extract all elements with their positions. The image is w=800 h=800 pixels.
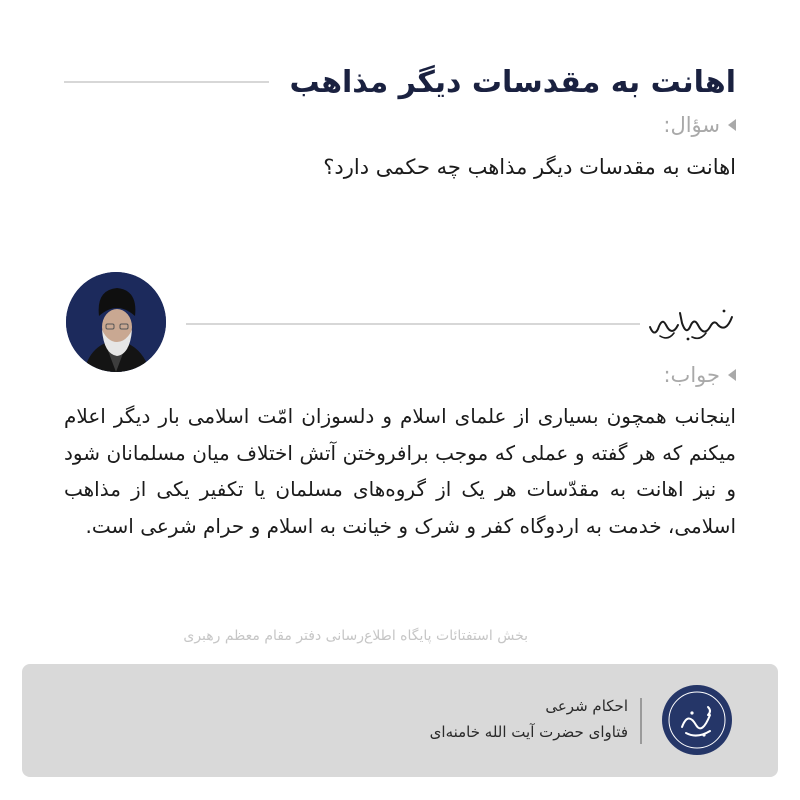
footer-banner — [22, 664, 778, 777]
answer-label-text: جواب: — [663, 363, 720, 387]
maaref-logo — [662, 685, 732, 755]
title-divider — [64, 81, 269, 83]
section-divider — [186, 323, 640, 325]
triangle-bullet-icon — [728, 119, 736, 131]
footer-line-2: فتاوای حضرت آیت الله خامنه‌ای — [429, 723, 628, 741]
title-row — [64, 60, 736, 104]
maaref-logo-icon — [662, 685, 732, 755]
triangle-bullet-icon — [728, 369, 736, 381]
footer-line-1: احکام شرعی — [545, 697, 628, 715]
portrait-icon — [66, 272, 166, 372]
answer-label — [663, 363, 736, 387]
question-label — [663, 113, 736, 137]
footer-text — [430, 694, 628, 744]
source-caption: بخش استفتائات پایگاه اطلاع‌رسانی دفتر مقام معظم رهبری — [183, 628, 528, 644]
question-label-text: سؤال: — [663, 113, 720, 137]
question-text: اهانت به مقدسات دیگر مذاهب چه حکمی دارد؟ — [323, 155, 736, 179]
portrait-avatar — [66, 272, 166, 372]
page-title: اهانت به مقدسات دیگر مذاهب — [289, 64, 736, 100]
footer-divider — [640, 698, 642, 744]
answer-text: اینجانب همچون بسیاری از علمای اسلام و دلسوزان امّت اسلامی بار دیگر اعلام میکنم که هر گفته و عملی که موجب برافروختن آتش اختلاف میان مسلمانان شود و نیز اهانت به مقدّسات هر یک از گروه‌های مسلمان یا تکفیر یکی از مذاهب اسلامی، خدمت به اردوگاه کفر و شرک و خیانت به اسلام و حرام شرعی است. — [64, 404, 736, 538]
bismillah-calligraphy-icon — [644, 303, 736, 343]
